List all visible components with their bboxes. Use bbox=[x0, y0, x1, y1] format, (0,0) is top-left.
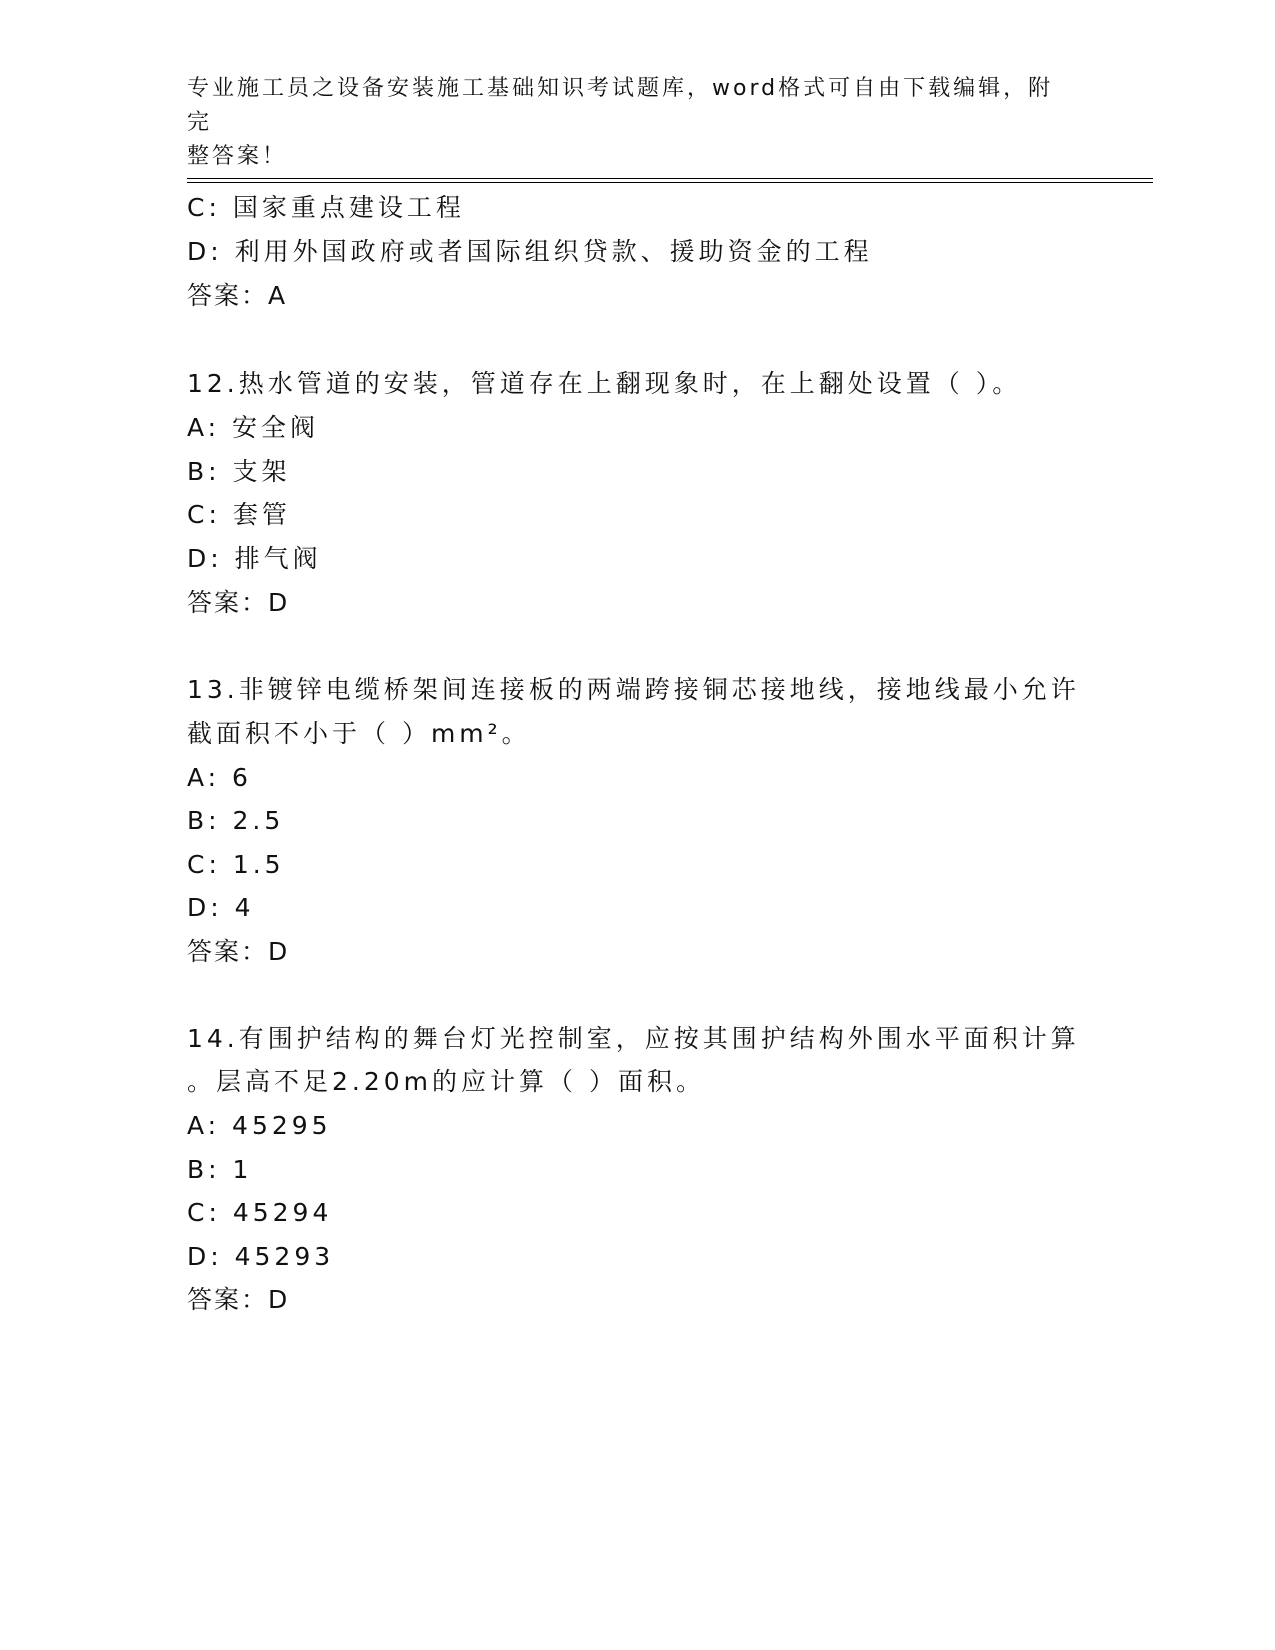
q14-stem-line-1: 14.有围护结构的舞台灯光控制室，应按其围护结构外围水平面积计算 bbox=[187, 1024, 1080, 1053]
header-title-line-2: 整答案！ bbox=[187, 144, 288, 169]
q12-option-a: A: 安全阀 bbox=[187, 413, 320, 442]
q14-option-c: C: 45294 bbox=[187, 1198, 333, 1227]
q13-option-d: D: 4 bbox=[187, 893, 255, 922]
q12-option-c: C: 套管 bbox=[187, 500, 291, 529]
header-title-line-1: 专业施工员之设备安装施工基础知识考试题库，word格式可自由下载编辑，附完 bbox=[187, 76, 1054, 135]
q12-stem: 12.热水管道的安装，管道存在上翻现象时，在上翻处设置（ ）。 bbox=[187, 369, 1022, 398]
q14-stem-line-2: 。层高不足2.20m的应计算（ ）面积。 bbox=[187, 1067, 705, 1096]
q12-answer: 答案：D bbox=[187, 588, 290, 617]
q13-option-b: B: 2.5 bbox=[187, 806, 285, 835]
q14-answer: 答案：D bbox=[187, 1285, 290, 1314]
q14-option-b: B: 1 bbox=[187, 1155, 253, 1184]
q12-option-b: B: 支架 bbox=[187, 457, 291, 486]
q12-option-d: D: 排气阀 bbox=[187, 544, 322, 573]
q13-stem-line-1: 13.非镀锌电缆桥架间连接板的两端跨接铜芯接地线，接地线最小允许 bbox=[187, 675, 1080, 704]
q13-stem-line-2: 截面积不小于（ ）mm²。 bbox=[187, 719, 531, 748]
q11-option-c: C: 国家重点建设工程 bbox=[187, 193, 465, 222]
q13-option-a: A: 6 bbox=[187, 763, 252, 792]
q14-option-d: D: 45293 bbox=[187, 1242, 335, 1271]
document-header bbox=[187, 72, 1067, 174]
header-divider-bottom bbox=[187, 182, 1153, 183]
q13-option-c: C: 1.5 bbox=[187, 850, 285, 879]
q11-option-d: D: 利用外国政府或者国际组织贷款、援助资金的工程 bbox=[187, 237, 873, 266]
header-divider-top bbox=[187, 178, 1153, 179]
q14-option-a: A: 45295 bbox=[187, 1111, 332, 1140]
q13-answer: 答案：D bbox=[187, 937, 290, 966]
q11-answer: 答案：A bbox=[187, 281, 288, 310]
